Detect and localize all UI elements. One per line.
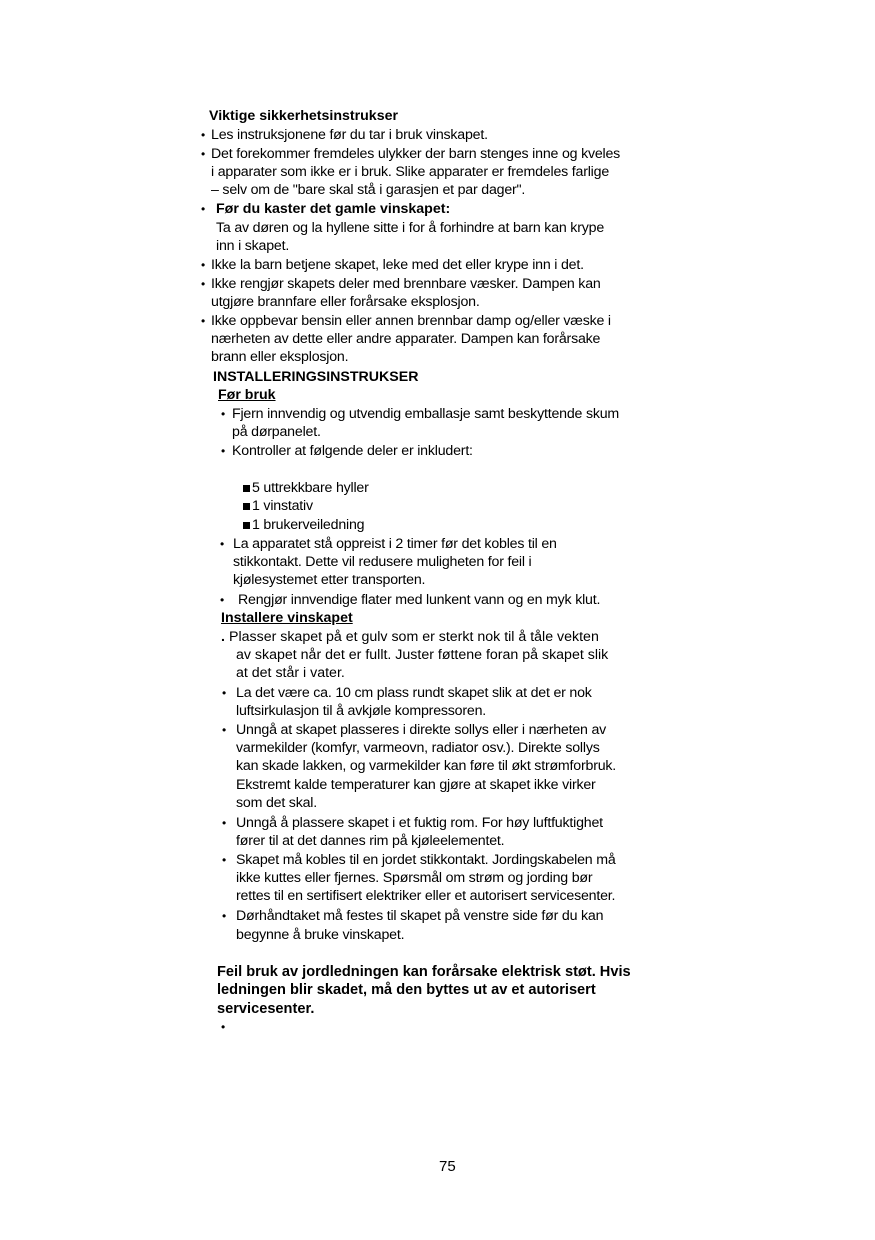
safety-item-6-line-3: brann eller eksplosjon. xyxy=(211,349,349,365)
warning-line-1: Feil bruk av jordledningen kan forårsake elektrisk støt. Hvis xyxy=(217,964,631,980)
before-item-3-line-2: stikkontakt. Dette vil redusere muligheten for feil i xyxy=(233,554,532,570)
safety-item-2-line-1: Det forekommer fremdeles ulykker der barn stenges inne og kveles xyxy=(211,146,621,162)
square-bullet-icon xyxy=(243,485,250,492)
bullet: • xyxy=(222,909,227,923)
bullet: • xyxy=(201,258,206,272)
warning-line-2: ledningen blir skadet, må den byttes ut av et autorisert xyxy=(217,982,596,998)
install-title: INSTALLERINGSINSTRUKSER xyxy=(213,369,419,385)
safety-item-6-line-1: Ikke oppbevar bensin eller annen brennbar damp og/eller væske i xyxy=(211,313,611,329)
placement-item-3-line-2: varmekilder (komfyr, varmeovn, radiator osv.). Direkte sollys xyxy=(236,740,600,756)
safety-item-3-line-1: Ta av døren og la hyllene sitte i for å forhindre at barn kan krype xyxy=(216,220,605,236)
bullet: • xyxy=(220,593,225,607)
placement-item-3-line-3: kan skade lakken, og varmekilder kan føre til økt strømforbruk. xyxy=(236,758,617,774)
bullet: • xyxy=(220,537,225,551)
placement-item-1-line-3: at det står i vater. xyxy=(236,665,345,681)
bullet: • xyxy=(222,723,227,737)
placement-item-1-line-2: av skapet når det er fullt. Juster føttene foran på skapet slik xyxy=(236,647,609,663)
placement-item-4-line-1: Unngå å plassere skapet i et fuktig rom. For høy luftfuktighet xyxy=(236,815,603,831)
placement-item-6-line-1: Dørhåndtaket må festes til skapet på venstre side før du kan xyxy=(236,908,604,924)
placement-heading: Installere vinskapet xyxy=(221,610,353,626)
placement-item-3-line-5: som det skal. xyxy=(236,795,317,811)
square-bullet-icon xyxy=(243,522,250,529)
safety-item-2-line-3: – selv om de "bare skal stå i garasjen et par dager". xyxy=(211,182,526,198)
safety-item-1: Les instruksjonene før du tar i bruk vinskapet. xyxy=(211,127,488,143)
bullet: • xyxy=(201,277,206,291)
square-bullet-icon xyxy=(243,503,250,510)
bullet: • xyxy=(201,314,206,328)
safety-item-3-line-2: inn i skapet. xyxy=(216,238,290,254)
placement-item-3-line-4: Ekstremt kalde temperaturer kan gjøre at skapet ikke virker xyxy=(236,777,596,793)
safety-item-3-title: Før du kaster det gamle vinskapet: xyxy=(216,201,451,217)
warning-line-3: servicesenter. xyxy=(217,1001,315,1017)
placement-item-6-line-2: begynne å bruke vinskapet. xyxy=(236,927,405,943)
bullet: • xyxy=(201,147,206,161)
bullet: • xyxy=(222,686,227,700)
part-item: 5 uttrekkbare hyller xyxy=(252,480,369,496)
bullet: • xyxy=(221,1020,226,1034)
safety-item-6-line-2: nærheten av dette eller andre apparater. Dampen kan forårsake xyxy=(211,331,601,347)
before-item-2: Kontroller at følgende deler er inkludert: xyxy=(232,443,473,459)
bullet: • xyxy=(201,128,206,142)
safety-title: Viktige sikkerhetsinstrukser xyxy=(209,108,399,124)
safety-item-5-line-2: utgjøre brannfare eller forårsake eksplosjon. xyxy=(211,294,480,310)
placement-item-1-line-1: Plasser skapet på et gulv som er sterkt nok til å tåle vekten xyxy=(229,629,599,645)
placement-item-2-line-2: luftsirkulasjon til å avkjøle kompressoren. xyxy=(236,703,487,719)
before-use-heading: Før bruk xyxy=(218,387,276,403)
placement-item-2-line-1: La det være ca. 10 cm plass rundt skapet slik at det er nok xyxy=(236,685,592,701)
part-item: 1 vinstativ xyxy=(252,498,313,514)
before-item-1-line-2: på dørpanelet. xyxy=(232,424,321,440)
safety-item-2-line-2: i apparater som ikke er i bruk. Slike apparater er fremdeles farlige xyxy=(211,164,610,180)
placement-item-5-line-1: Skapet må kobles til en jordet stikkontakt. Jordingskabelen må xyxy=(236,852,616,868)
placement-item-3-line-1: Unngå at skapet plasseres i direkte sollys eller i nærheten av xyxy=(236,722,607,738)
placement-item-4-line-2: fører til at det dannes rim på kjøleelementet. xyxy=(236,833,505,849)
safety-item-5-line-1: Ikke rengjør skapets deler med brennbare væsker. Dampen kan xyxy=(211,276,601,292)
bullet: • xyxy=(201,202,206,216)
before-item-1-line-1: Fjern innvendig og utvendig emballasje samt beskyttende skum xyxy=(232,406,620,422)
bullet: • xyxy=(221,407,226,421)
page-number: 75 xyxy=(439,1158,456,1175)
placement-item-1-marker: . xyxy=(221,629,225,645)
placement-item-5-line-2: ikke kuttes eller fjernes. Spørsmål om strøm og jording bør xyxy=(236,870,593,886)
bullet: • xyxy=(221,444,226,458)
bullet: • xyxy=(222,816,227,830)
safety-item-4: Ikke la barn betjene skapet, leke med det eller krype inn i det. xyxy=(211,257,584,273)
placement-item-5-line-3: rettes til en sertifisert elektriker eller et autorisert servicesenter. xyxy=(236,888,616,904)
part-item: 1 brukerveiledning xyxy=(252,517,365,533)
before-item-4: Rengjør innvendige flater med lunkent vann og en myk klut. xyxy=(238,592,601,608)
bullet: • xyxy=(222,853,227,867)
before-item-3-line-3: kjølesystemet etter transporten. xyxy=(233,572,426,588)
before-item-3-line-1: La apparatet stå oppreist i 2 timer før det kobles til en xyxy=(233,536,557,552)
